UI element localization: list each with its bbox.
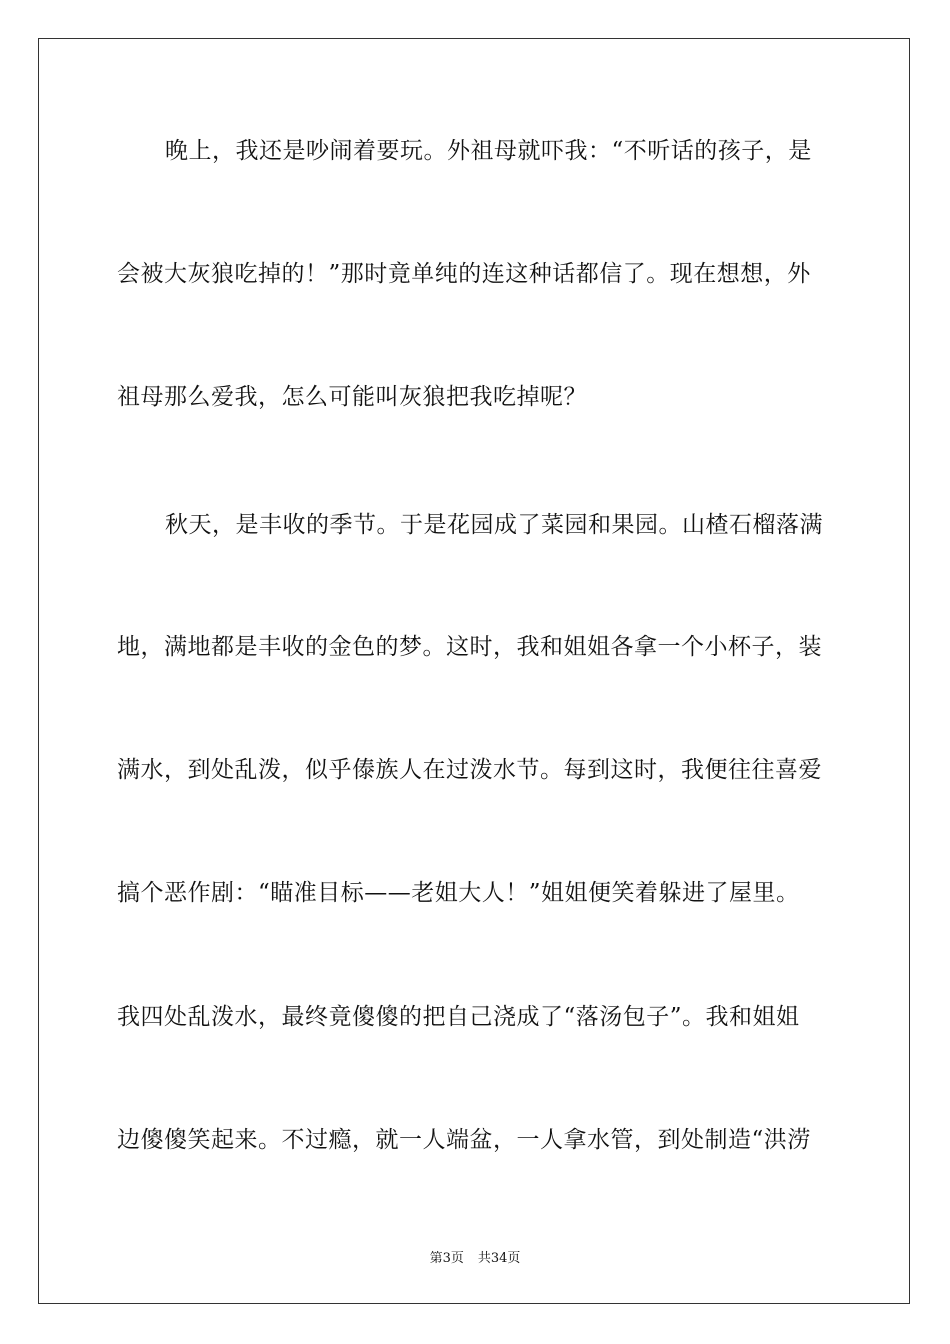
paragraph-line: 会被大灰狼吃掉的！”那时竟单纯的连这种话都信了。现在想想，外 xyxy=(117,261,811,287)
paragraph-line: 晚上，我还是吵闹着要玩。外祖母就吓我：“不听话的孩子，是 xyxy=(165,138,812,164)
paragraph-line: 祖母那么爱我，怎么可能叫灰狼把我吃掉呢？ xyxy=(117,384,587,410)
page-total: 共34页 xyxy=(477,1251,521,1266)
paragraph-line: 我四处乱泼水，最终竟傻傻的把自己浇成了“落汤包子”。我和姐姐 xyxy=(117,1004,800,1030)
page-footer xyxy=(0,1247,950,1266)
paragraph-line: 搞个恶作剧：“瞄准目标——老姐大人！”姐姐便笑着躲进了屋里。 xyxy=(117,880,800,906)
paragraph-line: 秋天，是丰收的季节。于是花园成了菜园和果园。山楂石榴落满 xyxy=(165,512,823,538)
page-number: 第3页 xyxy=(429,1251,464,1266)
paragraph-line: 边傻傻笑起来。不过瘾，就一人端盆，一人拿水管，到处制造“洪涝 xyxy=(117,1127,811,1153)
paragraph-line: 地，满地都是丰收的金色的梦。这时，我和姐姐各拿一个小杯子，装 xyxy=(117,634,822,660)
paragraph-line: 满水，到处乱泼，似乎傣族人在过泼水节。每到这时，我便往往喜爱 xyxy=(117,757,822,783)
